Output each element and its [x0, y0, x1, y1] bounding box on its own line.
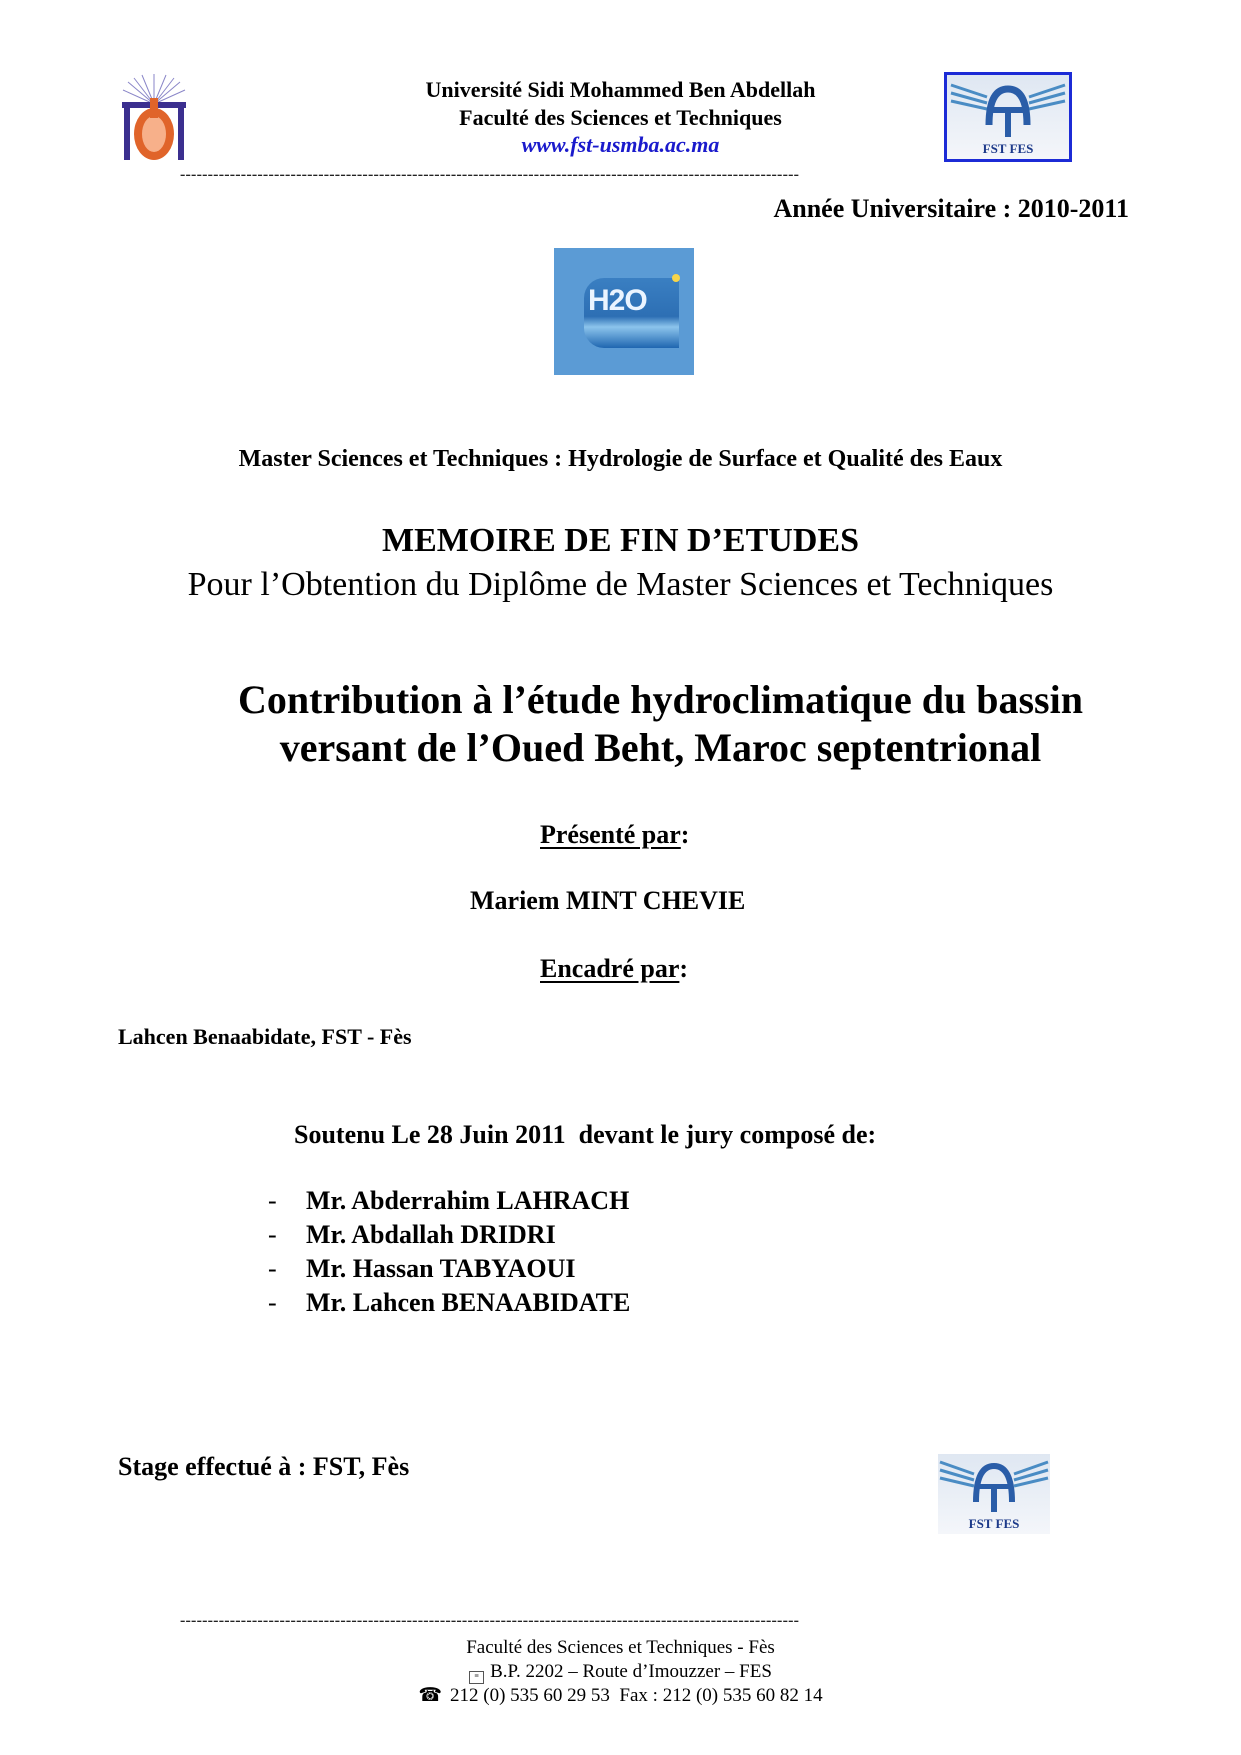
internship-location: Stage effectué à : FST, Fès [118, 1452, 410, 1481]
thesis-title [40, 676, 1241, 772]
website-link[interactable]: www.fst-usmba.ac.ma [521, 132, 720, 157]
supervised-by-label: Encadré par [540, 954, 680, 983]
header-separator: ---------------------------------------------------------------------------------------------------------------- [180, 166, 800, 183]
supervised-by-heading: Encadré par: [540, 954, 689, 983]
thesis-title-line1: Contribution à l’étude hydroclimatique du bassin [238, 677, 1083, 722]
document-type: MEMOIRE DE FIN D’ETUDES [382, 522, 859, 559]
mail-icon: ≡ [469, 1671, 484, 1684]
academic-year: Année Universitaire : 2010-2011 [773, 194, 1129, 223]
fst-logo-label-bottom: FST FES [968, 1516, 1020, 1531]
defense-statement: Soutenu Le 28 Juin 2011 devant le jury composé de: [294, 1120, 877, 1149]
author-name: Mariem MINT CHEVIE [470, 886, 746, 915]
university-name: Université Sidi Mohammed Ben Abdellah [425, 77, 816, 102]
footer-separator: ---------------------------------------------------------------------------------------------------------------- [180, 1612, 800, 1629]
presented-by-label: Présenté par [540, 820, 681, 849]
phone-icon: ☎ [418, 1685, 443, 1706]
fst-fes-logo [944, 72, 1072, 162]
footer-address: ≡ B.P. 2202 – Route d’Imouzzer – FES [0, 1660, 1241, 1684]
document-purpose: Pour l’Obtention du Diplôme de Master Sciences et Techniques [187, 566, 1054, 603]
jury-member: - Mr. Abdallah DRIDRI [268, 1220, 556, 1249]
jury-member: - Mr. Lahcen BENAABIDATE [268, 1288, 631, 1317]
faculty-name: Faculté des Sciences et Techniques [459, 105, 782, 130]
presented-by-heading: Présenté par: [540, 820, 690, 849]
fst-logo-label: FST FES [982, 141, 1034, 156]
h2o-program-logo [554, 248, 694, 375]
footer-phone: ☎ 212 (0) 535 60 29 53 Fax : 212 (0) 535 60 82 14 [418, 1685, 823, 1706]
fst-fes-logo-bottom [938, 1454, 1050, 1534]
h2o-logo-text: H2O [588, 284, 647, 317]
jury-member: - Mr. Abderrahim LAHRACH [268, 1186, 630, 1215]
program-name: Master Sciences et Techniques : Hydrologie de Surface et Qualité des Eaux [238, 446, 1003, 472]
thesis-title-line2: versant de l’Oued Beht, Maroc septentrional [279, 725, 1042, 770]
supervisor-name: Lahcen Benaabidate, FST - Fès [118, 1024, 412, 1049]
jury-member: - Mr. Hassan TABYAOUI [268, 1254, 576, 1283]
footer-faculty: Faculté des Sciences et Techniques - Fès [466, 1637, 775, 1658]
star-icon [672, 274, 680, 282]
